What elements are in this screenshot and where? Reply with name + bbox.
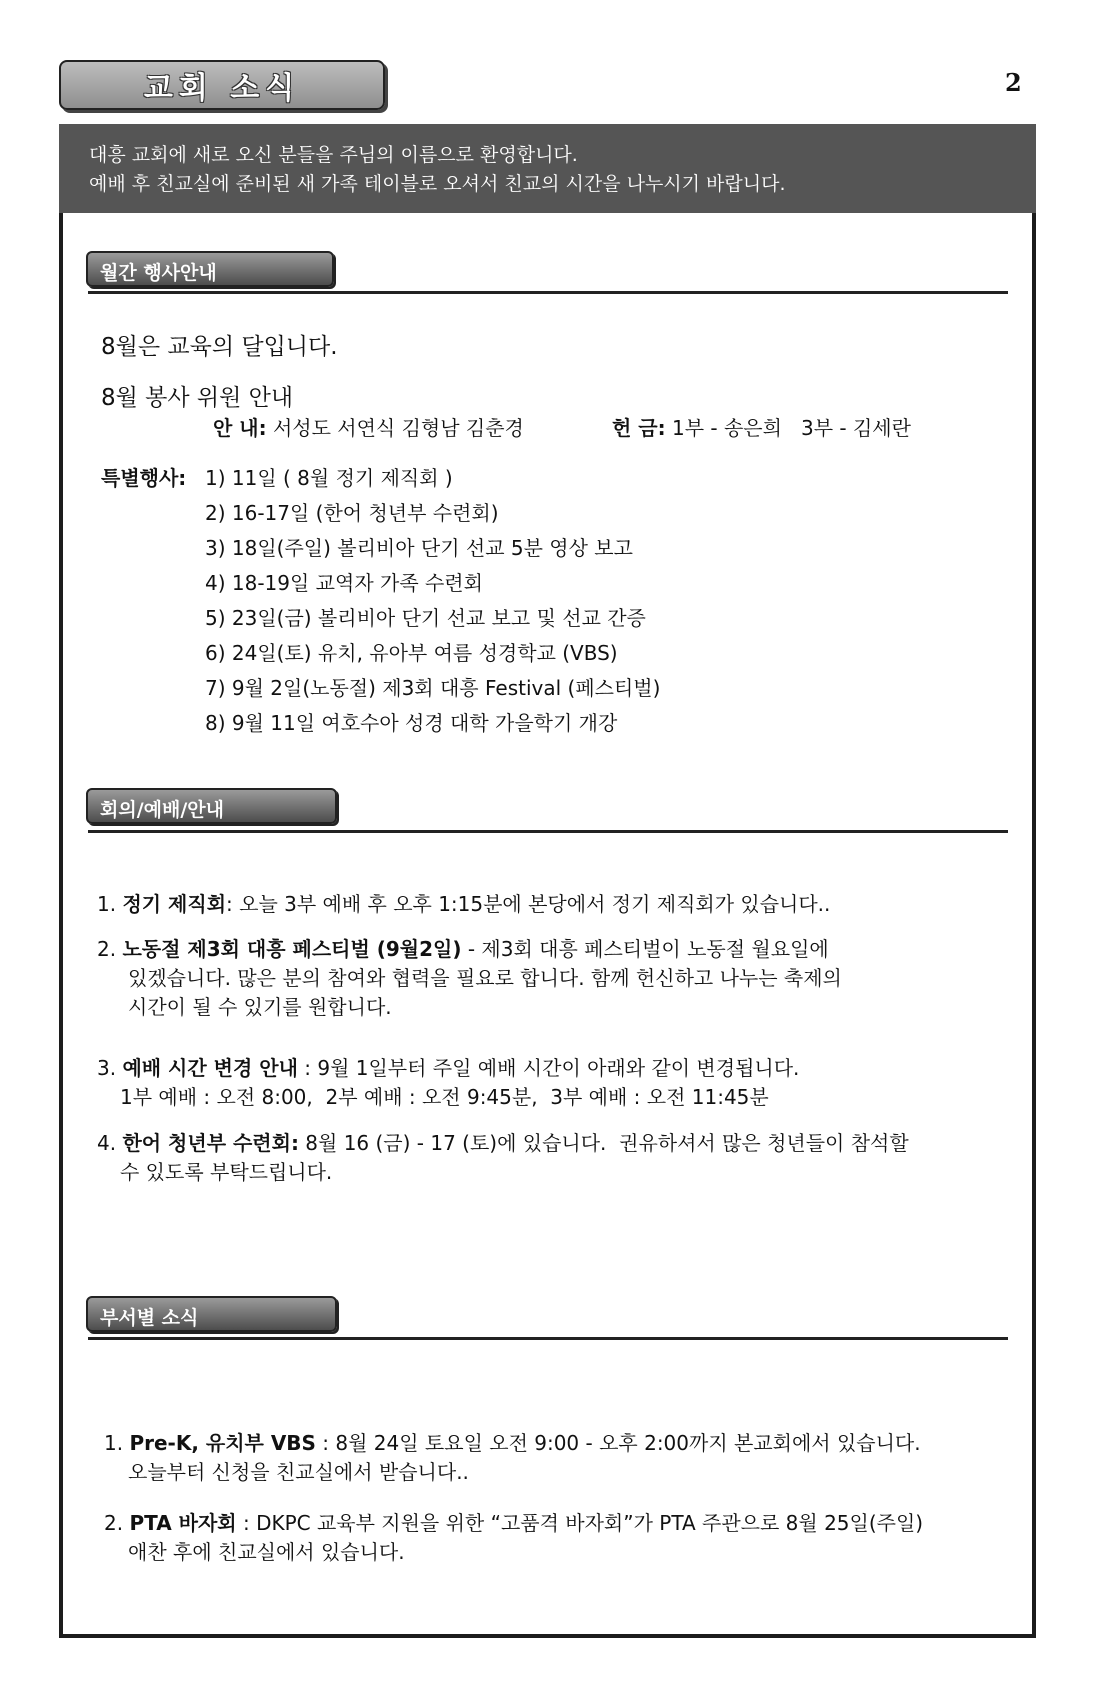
event-item: 3) 18일(주일) 볼리비아 단기 선교 5분 영상 보고 <box>205 536 633 560</box>
event-item: 6) 24일(토) 유치, 유아부 여름 성경학교 (VBS) <box>205 641 618 665</box>
section-rule-meetings <box>88 830 1008 833</box>
volunteer-title: 8월 봉사 위원 안내 <box>101 385 294 411</box>
notice-text: : 오늘 3부 예배 후 오후 1:15분에 본당에서 정기 제직회가 있습니다.. <box>226 892 831 916</box>
section-rule-departments <box>88 1337 1008 1340</box>
notice-item <box>97 1129 909 1158</box>
page-title: 교회 소식 <box>143 71 301 106</box>
department-number: 1. <box>104 1431 124 1455</box>
notice-text: 수 있도록 부탁드립니다. <box>120 1160 333 1184</box>
notice-text: - 제3회 대흥 페스티벌이 노동절 월요일에 <box>461 937 829 961</box>
notice-title: 노동절 제3회 대흥 페스티벌 (9월2일) <box>122 937 462 961</box>
notice-number: 2. <box>97 937 117 961</box>
notice-item <box>97 1054 799 1083</box>
notice-text: : 9월 1일부터 주일 예배 시간이 아래와 같이 변경됩니다. <box>297 1056 800 1080</box>
notice-number: 4. <box>97 1131 117 1155</box>
section-tab-monthly: 월간 행사안내 <box>86 251 334 287</box>
notice-number: 1. <box>97 892 117 916</box>
offering-row <box>612 414 911 443</box>
welcome-banner <box>59 124 1036 213</box>
event-item: 1) 11일 ( 8월 정기 제직회 ) <box>205 466 453 490</box>
section-tab-meetings: 회의/예배/안내 <box>86 788 337 824</box>
offering-names: 1부 - 송은희 3부 - 김세란 <box>671 416 911 440</box>
department-text: : DKPC 교육부 지원을 위한 “고품격 바자회”가 PTA 주관으로 8월 25일(주일) <box>236 1511 924 1535</box>
offering-label: 헌 금: <box>612 416 666 440</box>
notice-title: 한어 청년부 수련회: <box>122 1131 299 1155</box>
notice-title: 예배 시간 변경 안내 <box>122 1056 298 1080</box>
page-title-box <box>59 60 385 110</box>
event-item: 8) 9월 11일 여호수아 성경 대학 가을학기 개강 <box>205 711 618 735</box>
department-number: 2. <box>104 1511 124 1535</box>
notice-text: 1부 예배 : 오전 8:00, 2부 예배 : 오전 9:45분, 3부 예배 : 오전 11:45분 <box>120 1085 769 1109</box>
event-item: 5) 23일(금) 볼리비아 단기 선교 보고 및 선교 간증 <box>205 606 646 630</box>
page-number: 2 <box>1005 68 1022 97</box>
department-item <box>104 1509 923 1538</box>
notice-text: 8월 16 (금) - 17 (토)에 있습니다. 권유하셔서 많은 청년들이 참석할 <box>298 1131 909 1155</box>
department-text: 애찬 후에 친교실에서 있습니다. <box>128 1540 405 1564</box>
guide-row <box>213 414 524 443</box>
welcome-line-1: 대흥 교회에 새로 오신 분들을 주님의 이름으로 환영합니다. <box>89 144 578 166</box>
department-item <box>104 1429 921 1458</box>
section-rule-monthly <box>88 291 1008 294</box>
guide-label: 안 내: <box>213 416 267 440</box>
event-item: 4) 18-19일 교역자 가족 수련회 <box>205 571 483 595</box>
notice-item <box>97 935 829 964</box>
special-label <box>101 464 186 493</box>
section-tab-departments: 부서별 소식 <box>86 1296 337 1332</box>
welcome-line-2: 예배 후 친교실에 준비된 새 가족 테이블로 오셔서 친교의 시간을 나누시기 바랍니다. <box>89 173 786 195</box>
event-item: 7) 9월 2일(노동절) 제3회 대흥 Festival (페스티벌) <box>205 676 661 700</box>
monthly-headline: 8월은 교육의 달입니다. <box>101 334 338 360</box>
guide-names: 서성도 서연식 김형남 김춘경 <box>272 416 524 440</box>
notice-number: 3. <box>97 1056 117 1080</box>
notice-title: 정기 제직회 <box>122 892 227 916</box>
notice-text: 있겠습니다. 많은 분의 참여와 협력을 필요로 합니다. 함께 헌신하고 나누는 축제의 <box>128 966 842 990</box>
department-title: Pre-K, 유치부 VBS <box>129 1431 316 1455</box>
notice-text: 시간이 될 수 있기를 원합니다. <box>128 995 392 1019</box>
department-text: 오늘부터 신청을 친교실에서 받습니다.. <box>128 1460 469 1484</box>
event-item: 2) 16-17일 (한어 청년부 수련회) <box>205 501 499 525</box>
special-label-text: 특별행사: <box>101 466 187 490</box>
department-title: PTA 바자회 <box>129 1511 237 1535</box>
notice-item <box>97 890 830 919</box>
department-text: : 8월 24일 토요일 오전 9:00 - 오후 2:00까지 본교회에서 있습니다. <box>315 1431 921 1455</box>
